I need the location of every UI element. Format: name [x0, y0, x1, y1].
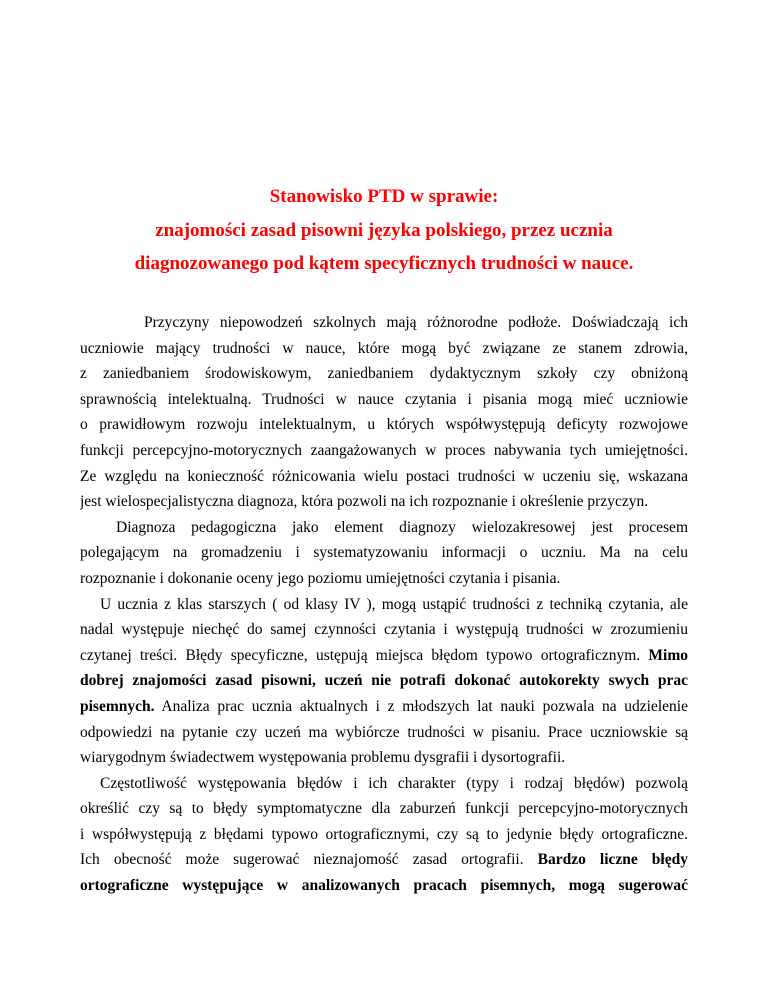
text-line: wiarygodnym świadectwem występowania problemu dysgrafii i dysortografii. — [80, 749, 566, 767]
bold-text-segment: Mimo — [648, 646, 688, 664]
text-segment: Ich obecność może sugerować nieznajomość zasad ortografii. — [80, 851, 524, 869]
text-line: U ucznia z klas starszych ( od klasy IV ), mogą ustąpić trudności z techniką czytania, ale — [100, 595, 688, 613]
title-line: znajomości zasad pisowni języka polskiego, przez ucznia — [155, 219, 613, 241]
text-line — [80, 643, 688, 669]
text-line — [80, 694, 688, 720]
document-body — [80, 310, 688, 899]
text-line: odpowiedzi na pytanie czy uczeń ma wybiórcze trudności w pisaniu. Prace uczniowskie są — [80, 723, 688, 741]
document-title — [80, 180, 688, 281]
text-segment: Analiza prac ucznia aktualnych i z młodszych lat nauki pozwala na udzielenie — [161, 697, 688, 715]
text-line: Częstotliwość występowania błędów i ich charakter (typy i rodzaj błędów) pozwolą — [100, 774, 688, 792]
text-line: Przyczyny niepowodzeń szkolnych mają różnorodne podłoże. Doświadczają ich — [144, 314, 688, 331]
title-line: Stanowisko PTD w sprawie: — [269, 186, 499, 207]
bold-text-segment: pisemnych. — [80, 697, 155, 715]
text-line: określić czy są to błędy symptomatyczne dla zaburzeń funkcji percepcyjno-motorycznych — [80, 800, 688, 818]
text-line — [80, 847, 688, 873]
bold-text-segment: Bardzo liczne błędy — [537, 851, 688, 869]
text-line: rozpoznanie i dokonanie oceny jego poziomu umiejętności czytania i pisania. — [80, 569, 561, 587]
bold-text-line: ortograficzne występujące w analizowanych pracach pisemnych, mogą sugerować — [80, 877, 688, 895]
text-segment: czytanej treści. Błędy specyficzne, ustępują miejsca błędom typowo ortograficznym. — [80, 646, 641, 664]
text-line: uczniowie mający trudności w nauce, które mogą być związane ze stanem zdrowia, — [80, 339, 688, 357]
bold-text-line: dobrej znajomości zasad pisowni, uczeń nie potrafi dokonać autokorekty swych prac — [80, 672, 688, 690]
text-line: z zaniedbaniem środowiskowym, zaniedbaniem dydaktycznym szkoły czy obniżoną — [80, 365, 688, 383]
text-line: sprawnością intelektualną. Trudności w nauce czytania i pisania mogą mieć uczniowie — [80, 390, 688, 408]
text-line: polegającym na gromadzeniu i systematyzowaniu informacji o uczniu. Ma na celu — [80, 544, 688, 562]
text-line: Ze względu na konieczność różnicowania wielu postaci trudności w uczeniu się, wskazana — [80, 467, 688, 485]
text-line: funkcji percepcyjno-motorycznych zaangażowanych w proces nabywania tych umiejętności. — [80, 441, 688, 459]
text-line: nadal występuje niechęć do samej czynności czytania i występują trudności w zrozumieniu — [80, 621, 688, 639]
text-line: o prawidłowym rozwoju intelektualnym, u których współwystępują deficyty rozwojowe — [80, 416, 688, 434]
text-line: jest wielospecjalistyczna diagnoza, która pozwoli na ich rozpoznanie i określenie przyczyn. — [80, 493, 649, 511]
text-line: i współwystępują z błędami typowo ortograficznymi, czy są to jedynie błędy ortograficzne. — [80, 825, 688, 843]
text-line: Diagnoza pedagogiczna jako element diagnozy wielozakresowej jest procesem — [116, 518, 688, 536]
title-line: diagnozowanego pod kątem specyficznych trudności w nauce. — [134, 253, 634, 274]
